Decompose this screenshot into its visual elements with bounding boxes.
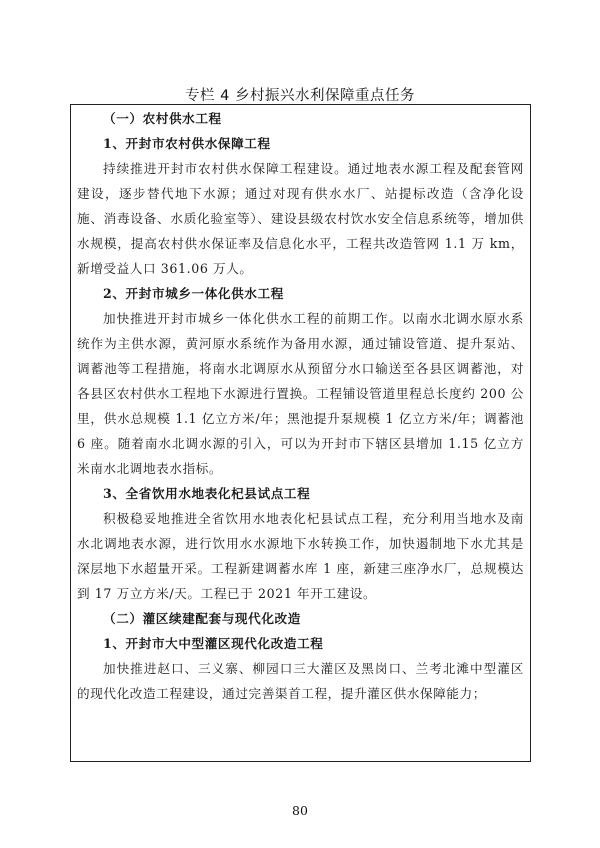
- paragraph-irrigation-district-modernization: 加快推进赵口、三义寨、柳园口三大灌区及黑岗口、兰考北滩中型灌区的现代化改造工程建设，通过完善渠首工程，提升灌区供水保障能力；: [77, 661, 524, 701]
- feature-box: [70, 104, 531, 762]
- subheading-irrigation-district-modernization: 1、开封市大中型灌区现代化改造工程: [103, 636, 324, 651]
- box-title: 专栏 4 乡村振兴水利保障重点任务: [185, 88, 415, 104]
- paragraph-qixian-pilot-project: 积极稳妥地推进全省饮用水地表化杞县试点工程，充分利用当地水及南水北调地表水源，进行饮用水水源地下水转换工作，加快遏制地下水尤其是深层地下水超量开采。工程新建调蓄水库 1 座，新建三座净水厂，总规模达到 17 万立方米/天。工程已于 2021 年开工建设。: [77, 511, 524, 601]
- subheading-urban-rural-integrated-supply: 2、开封市城乡一体化供水工程: [103, 286, 284, 301]
- section-heading-rural-water-supply: （一）农村供水工程: [103, 111, 222, 126]
- page-number: 80: [292, 803, 308, 818]
- section-heading-irrigation-modernization: （二）灌区续建配套与现代化改造: [103, 611, 301, 626]
- subheading-qixian-pilot-project: 3、全省饮用水地表化杞县试点工程: [103, 486, 311, 501]
- paragraph-urban-rural-integrated-supply: 加快推进开封市城乡一体化供水工程的前期工作。以南水北调水原水系统作为主供水源，黄河原水系统作为备用水源，通过铺设管道、提升泵站、调蓄池等工程措施，将南水北调原水从预留分水口输送至各县区调蓄池，对各县区农村供水工程地下水源进行置换。工程铺设管道里程总长度约 200 公里，供水总规模 1.1 亿立方米/年；黑池提升泵规模 1 亿立方米/年；调蓄池 6 座。随着南水北调水源的引入，可以为开封市下辖区县增加 1.15 亿立方米南水北调地表水指标。: [77, 311, 524, 476]
- paragraph-kaifeng-rural-water-supply: 持续推进开封市农村供水保障工程建设。通过地表水源工程及配套管网建设，逐步替代地下水源；通过对现有供水水厂、站提标改造（含净化设施、消毒设备、水质化验室等）、建设县级农村饮水安全信息系统等，增加供水规模，提高农村供水保证率及信息化水平，工程共改造管网 1.1 万 km，新增受益人口 361.06 万人。: [77, 161, 524, 276]
- subheading-kaifeng-rural-water-supply: 1、开封市农村供水保障工程: [103, 136, 271, 151]
